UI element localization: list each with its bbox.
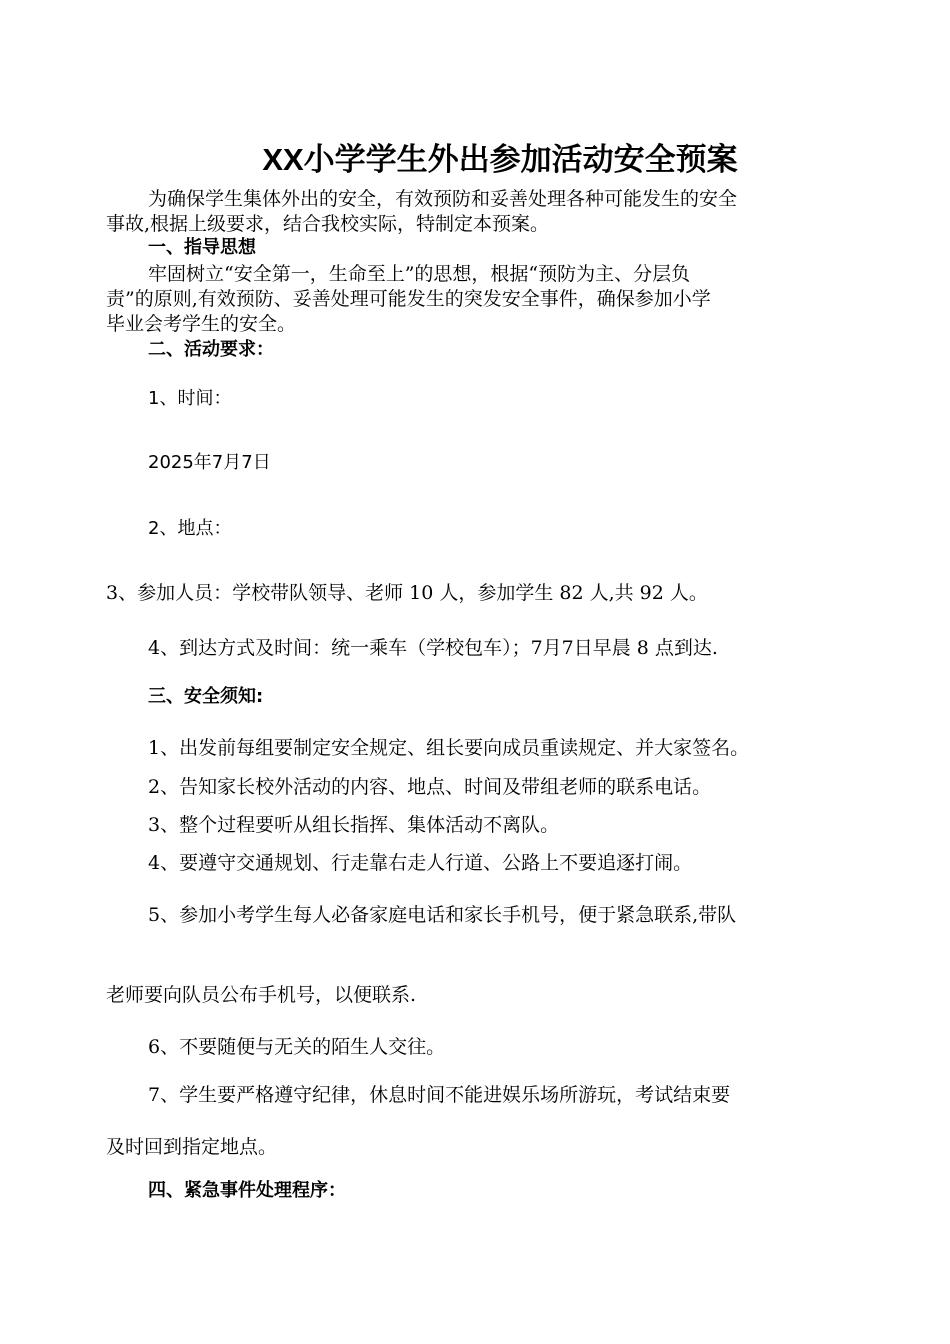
section-1-heading: 一、指导思想: [148, 237, 256, 258]
place-label: 2、地点：: [148, 518, 232, 539]
document-title: XX小学学生外出参加活动安全预案: [262, 142, 738, 177]
safety-item-5-line-2: 老师要向队员公布手机号，以便联系.: [106, 984, 417, 1006]
safety-item-7-line-1: 7、学生要严格遵守纪律，休息时间不能进娱乐场所游玩，考试结束要: [148, 1084, 731, 1106]
safety-item-5-line-1: 5、参加小考学生每人必备家庭电话和家长手机号，便于紧急联系,带队: [148, 904, 737, 926]
participants-line: 3、参加人员：学校带队领导、老师 10 人，参加学生 82 人,共 92 人。: [106, 582, 708, 604]
section-1-line-1: 牢固树立“安全第一，生命至上”的思想，根据“预防为主、分层负: [148, 263, 691, 285]
section-3-heading: 三、安全须知:: [148, 686, 264, 707]
section-1-line-2: 责”的原则,有效预防、妥善处理可能发生的突发安全事件，确保参加小学: [106, 288, 711, 310]
safety-item-3: 3、整个过程要听从组长指挥、集体活动不离队。: [148, 814, 560, 836]
intro-line-2: 事故,根据上级要求，结合我校实际，特制定本预案。: [106, 213, 550, 235]
arrival-line: 4、到达方式及时间：统一乘车（学校包车）；7月7日早晨 8 点到达.: [148, 637, 718, 659]
safety-item-2: 2、告知家长校外活动的内容、地点、时间及带组老师的联系电话。: [148, 776, 712, 798]
time-label: 1、时间：: [148, 388, 232, 409]
section-1-line-3: 毕业会考学生的安全。: [106, 313, 297, 335]
section-4-heading: 四、紧急事件处理程序：: [148, 1180, 346, 1201]
section-2-heading: 二、活动要求：: [148, 339, 274, 360]
safety-item-7-line-2: 及时回到指定地点。: [106, 1136, 278, 1158]
intro-line-1: 为确保学生集体外出的安全，有效预防和妥善处理各种可能发生的安全: [148, 188, 738, 210]
safety-item-1: 1、出发前每组要制定安全规定、组长要向成员重读规定、并大家签名。: [148, 737, 750, 759]
time-value: 2025年7月7日: [148, 452, 271, 473]
safety-item-4: 4、要遵守交通规划、行走靠右走人行道、公路上不要追逐打闹。: [148, 852, 693, 874]
safety-item-6: 6、不要随便与无关的陌生人交往。: [148, 1036, 446, 1058]
